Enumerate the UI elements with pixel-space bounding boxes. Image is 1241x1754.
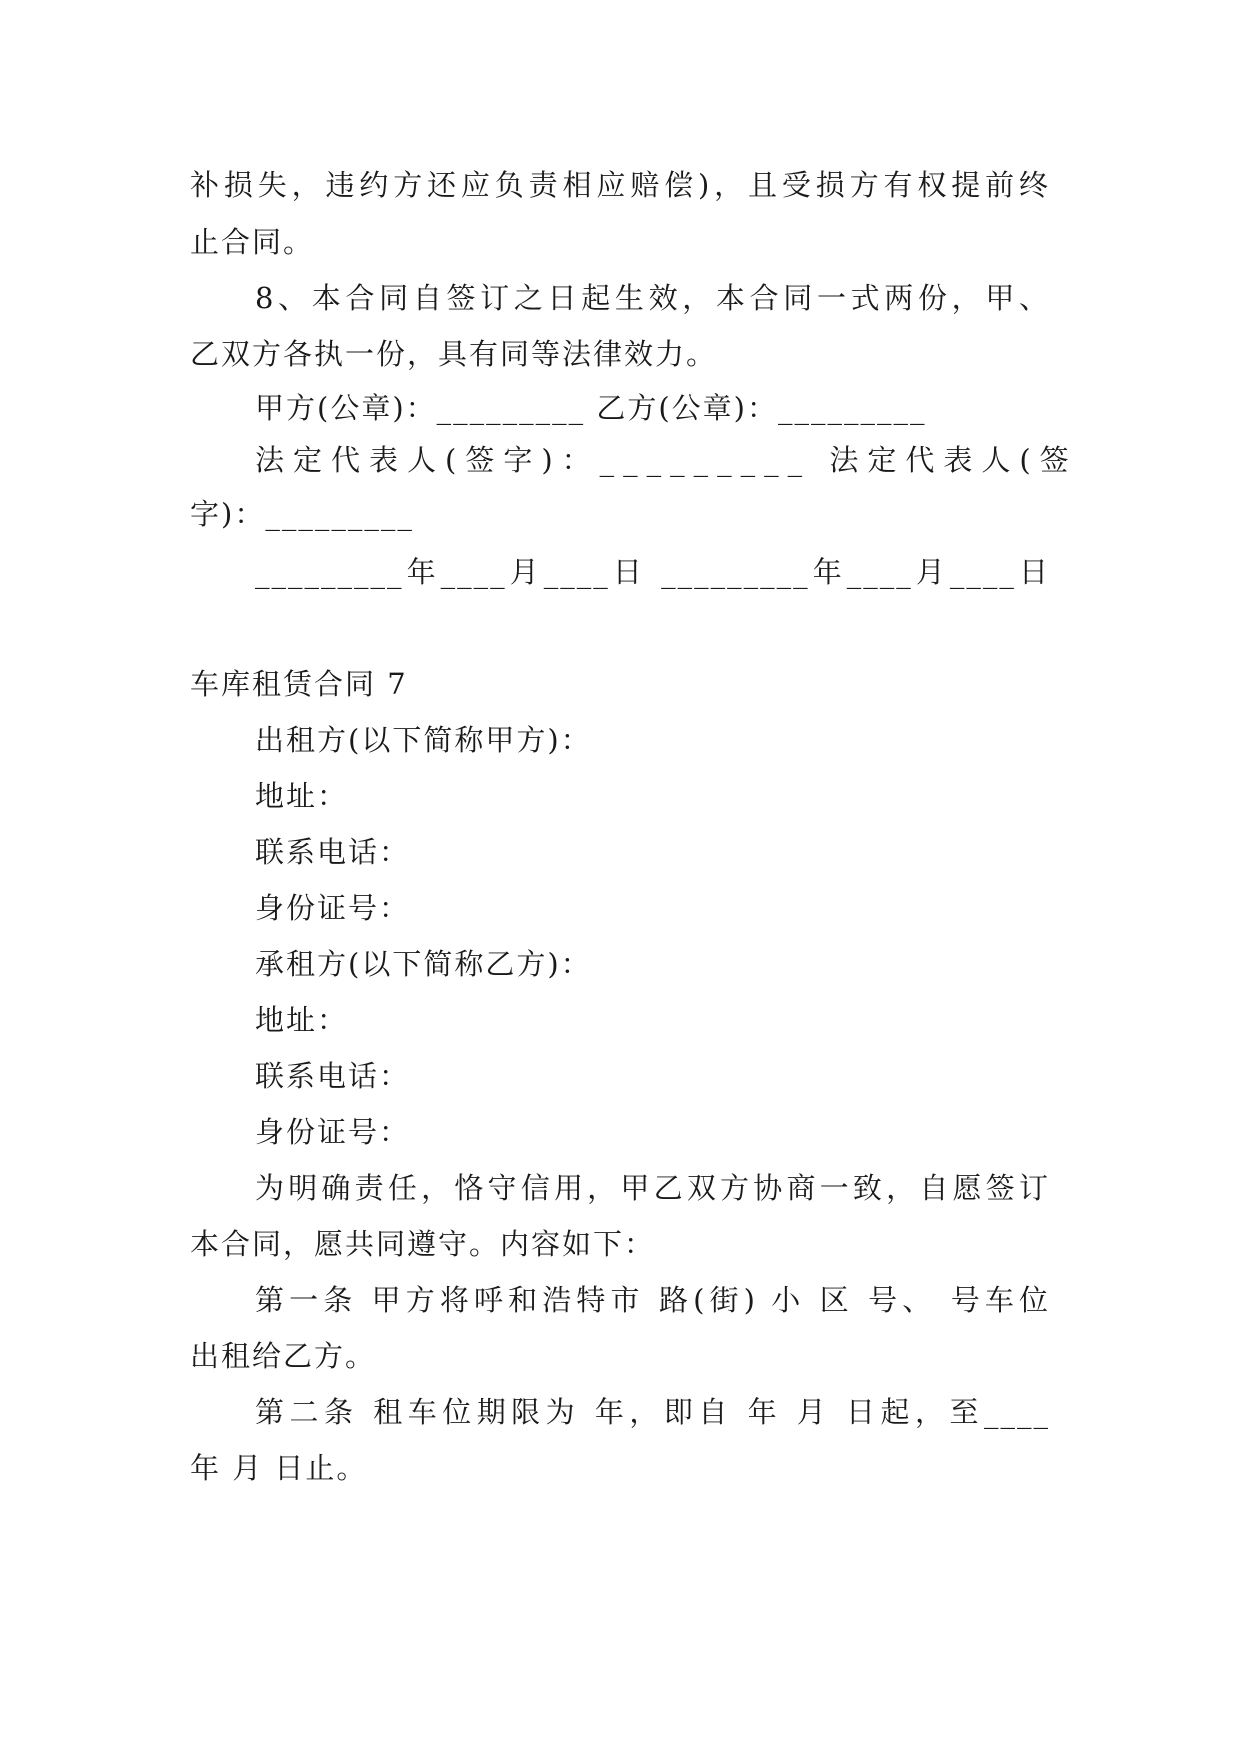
article-1-line-1: 第一条 甲方将呼和浩特市 路(街) 小 区 号、 号车位 xyxy=(255,1283,1050,1317)
continuation-line-1: 补损失，违约方还应负责相应赔偿)，且受损方有权提前终 xyxy=(190,168,1050,202)
lessee-phone: 联系电话： xyxy=(255,1059,411,1093)
lessee-heading: 承租方(以下简称乙方)： xyxy=(255,947,592,981)
lessee-id-number: 身份证号： xyxy=(255,1115,411,1149)
article-2-line-1: 第二条 租车位期限为 年，即自 年 月 日起，至____ xyxy=(255,1395,1050,1429)
clause-8-line-1: 8、本合同自签订之日起生效，本合同一式两份，甲、 xyxy=(255,281,1050,315)
signature-date-line: _________年____月____日 _________年____月____日 xyxy=(255,555,1050,589)
clause-8-line-2: 乙双方各执一份，具有同等法律效力。 xyxy=(190,337,718,371)
article-2-line-2: 年 月 日止。 xyxy=(190,1451,368,1485)
preamble-line-1: 为明确责任，恪守信用，甲乙双方协商一致，自愿签订 xyxy=(255,1171,1050,1205)
seal-signature-line: 甲方(公章)：_________ 乙方(公章)：_________ xyxy=(255,391,927,425)
lessor-phone: 联系电话： xyxy=(255,835,411,869)
lessor-id-number: 身份证号： xyxy=(255,891,411,925)
lessor-address: 地址： xyxy=(255,779,349,813)
article-1-line-2: 出租给乙方。 xyxy=(190,1339,377,1373)
continuation-line-2: 止合同。 xyxy=(190,225,315,259)
lessee-address: 地址： xyxy=(255,1003,349,1037)
lessor-heading: 出租方(以下简称甲方)： xyxy=(255,723,592,757)
contract-7-title: 车库租赁合同 7 xyxy=(190,667,408,701)
representative-signature-line-1: 法定代表人(签字)：_________ 法定代表人(签 xyxy=(255,443,1078,477)
representative-signature-line-2: 字)：_________ xyxy=(190,497,414,531)
preamble-line-2: 本合同，愿共同遵守。内容如下： xyxy=(190,1227,656,1261)
